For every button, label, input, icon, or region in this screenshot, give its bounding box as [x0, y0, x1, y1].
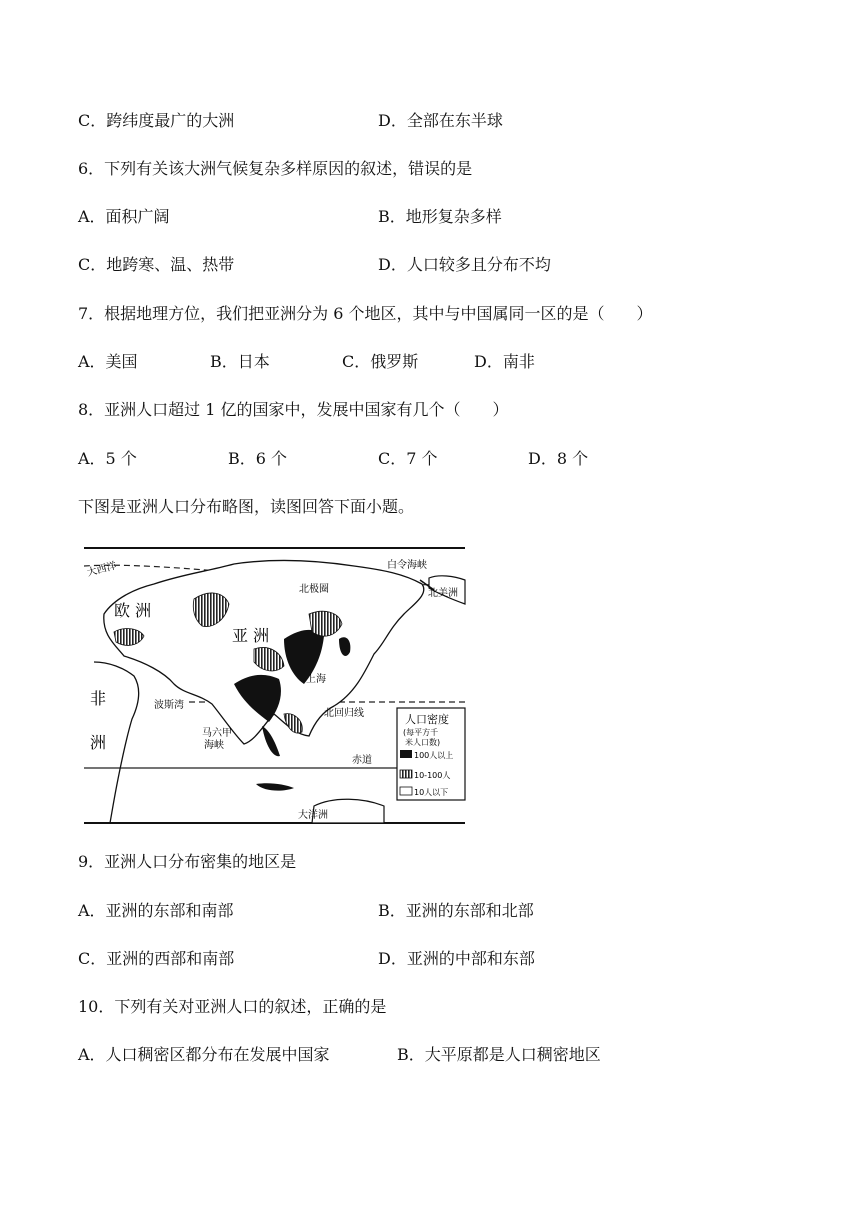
q6-option-c: C．地跨寒、温、热带 [78, 255, 235, 274]
q5-option-c: C．跨纬度最广的大洲 [78, 111, 235, 130]
q10-option-b: B．大平原都是人口稠密地区 [397, 1045, 601, 1064]
q8-option-a: A．5 个 [78, 449, 137, 468]
q7-option-d: D．南非 [474, 352, 535, 371]
label-shanghai: 上海 [306, 674, 326, 685]
q5-option-d: D．全部在东半球 [378, 111, 503, 130]
label-bering: 白令海峡 [387, 560, 427, 571]
q10-stem: 10．下列有关对亚洲人口的叙述，正确的是 [78, 997, 387, 1016]
q7-stem: 7．根据地理方位，我们把亚洲分为 6 个地区，其中与中国属同一区的是（ ） [78, 304, 653, 323]
label-equator: 赤道 [352, 755, 372, 766]
q6-option-d: D．人口较多且分布不均 [378, 255, 551, 274]
label-africa-2: 洲 [90, 733, 107, 752]
legend-subtitle-1: (每平方千 [403, 728, 439, 737]
q9-stem: 9．亚洲人口分布密集的地区是 [78, 852, 297, 871]
asia-population-map [84, 544, 466, 826]
map-legend [397, 708, 465, 800]
map-intro: 下图是亚洲人口分布略图，读图回答下面小题。 [78, 497, 415, 516]
q8-option-c: C．7 个 [378, 449, 438, 468]
label-malacca-1: 马六甲 [202, 728, 232, 739]
legend-item-dense: 100人以上 [414, 751, 454, 760]
legend-swatch-medium [400, 770, 412, 778]
q10-option-a: A．人口稠密区都分布在发展中国家 [78, 1045, 330, 1064]
sumatra-dense [262, 726, 280, 756]
q8-option-b: B．6 个 [228, 449, 288, 468]
label-tropic: 北回归线 [324, 708, 364, 719]
label-atlantic: 大西洋 [85, 560, 118, 579]
q9-option-c: C．亚洲的西部和南部 [78, 949, 235, 968]
label-malacca-2: 海峡 [204, 740, 224, 751]
legend-subtitle-2: 米人口数) [405, 738, 441, 747]
label-europe: 欧 洲 [114, 601, 152, 620]
label-africa-1: 非 [90, 689, 107, 708]
q6-stem: 6．下列有关该大洲气候复杂多样原因的叙述，错误的是 [78, 159, 473, 178]
q9-option-a: A．亚洲的东部和南部 [78, 901, 234, 920]
q6-option-b: B．地形复杂多样 [378, 207, 502, 226]
label-persian-gulf: 波斯湾 [154, 700, 184, 711]
legend-item-medium: 10-100人 [414, 771, 451, 780]
q7-option-c: C．俄罗斯 [342, 352, 419, 371]
legend-swatch-dense [400, 750, 412, 758]
label-asia: 亚 洲 [232, 626, 270, 645]
q8-stem: 8．亚洲人口超过 1 亿的国家中，发展中国家有几个（ ） [78, 400, 509, 419]
legend-item-sparse: 10人以下 [414, 788, 449, 797]
q6-option-a: A．面积广阔 [78, 207, 170, 226]
legend-swatch-sparse [400, 787, 412, 795]
java-dense [256, 783, 294, 790]
q7-option-b: B．日本 [210, 352, 270, 371]
legend-title: 人口密度 [405, 713, 449, 726]
label-ocean: 大洋洲 [298, 810, 328, 821]
label-arctic-circle: 北极圈 [299, 584, 329, 595]
label-north-america: 北美洲 [428, 588, 458, 599]
q9-option-d: D．亚洲的中部和东部 [378, 949, 535, 968]
q9-option-b: B．亚洲的东部和北部 [378, 901, 534, 920]
q7-option-a: A．美国 [78, 352, 138, 371]
q8-option-d: D．8 个 [528, 449, 589, 468]
